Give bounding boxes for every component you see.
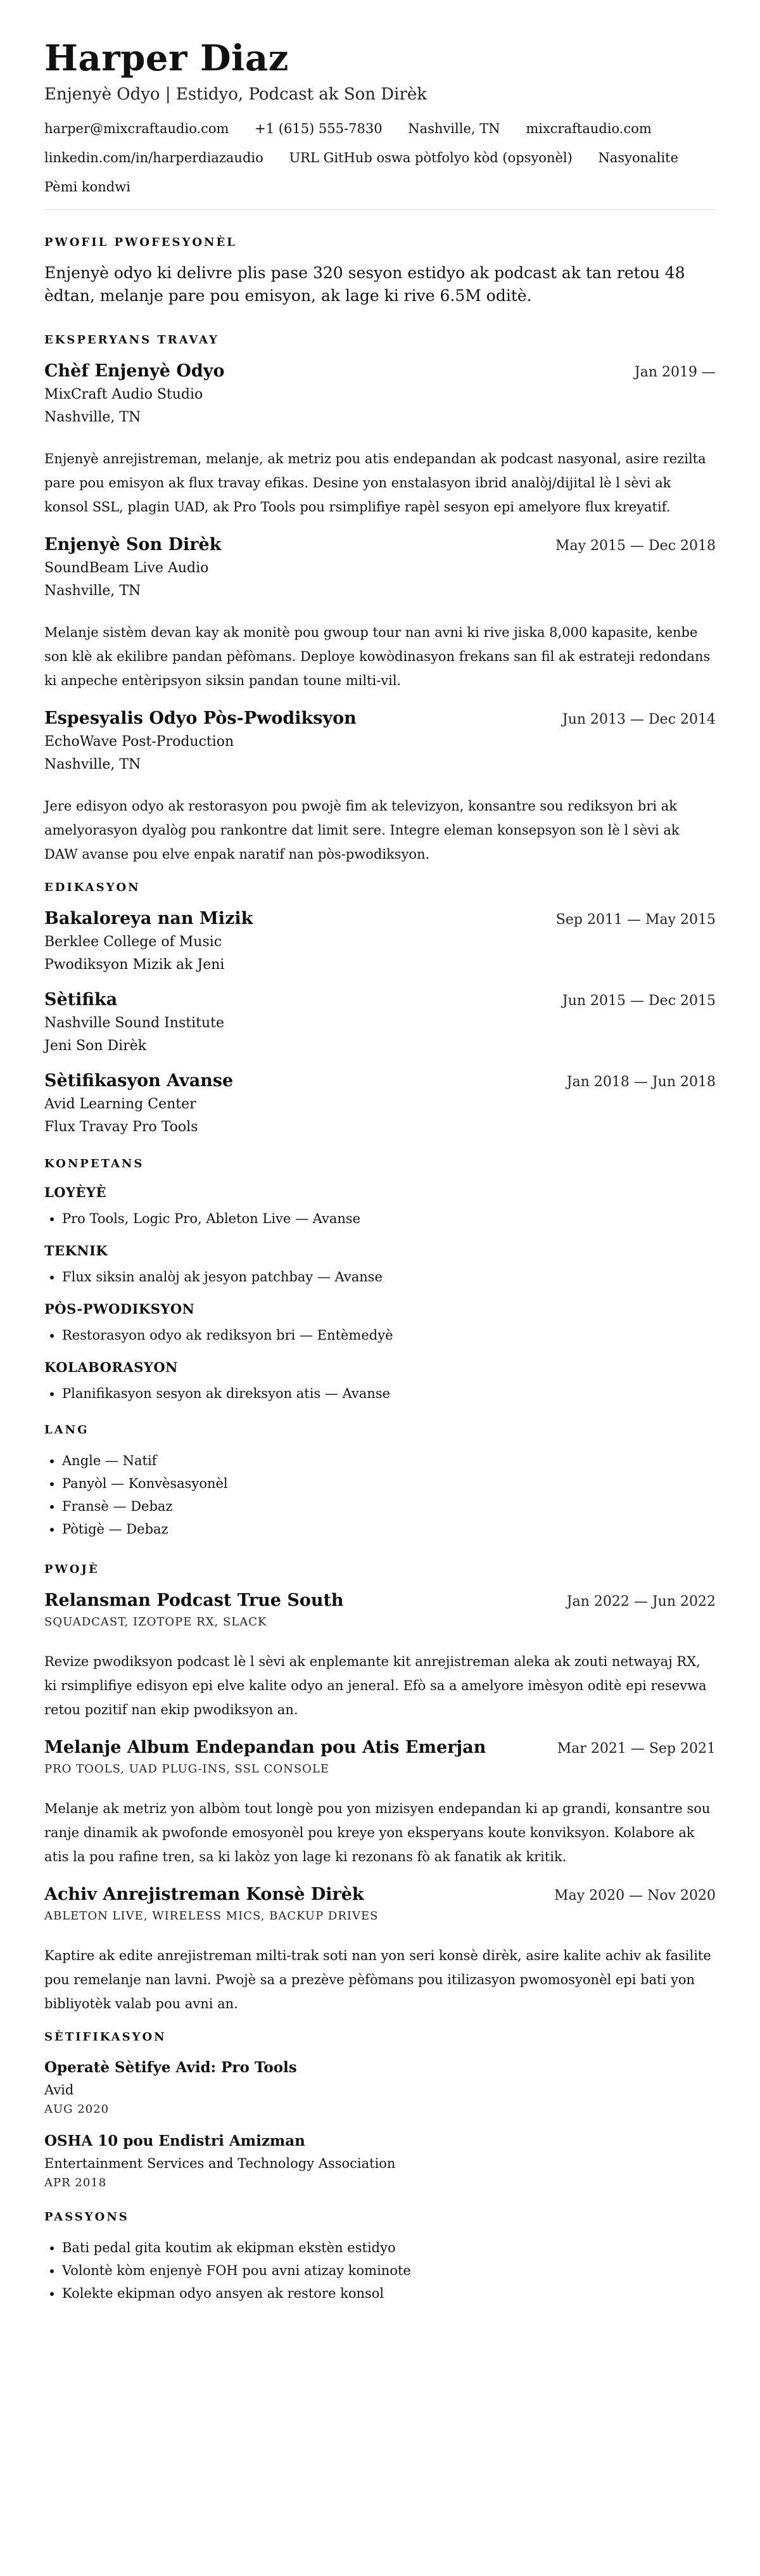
education-institution: Nashville Sound Institute bbox=[44, 1015, 225, 1031]
project-description: Kaptire ak edite anrejistreman milti-trak soti nan yon seri konsè dirèk, asire kalite achiv ak fasilite pou remelanje nan lavni. Pwojè sa a prezève pèfòmans pou itilizasyon pwomosyonèl epi bati yon bibliyotèk valab pou avni an. bbox=[44, 1948, 711, 2011]
project-name: Melanje Album Endepandan pou Atis Emerjan bbox=[44, 1738, 486, 1757]
header-divider bbox=[44, 209, 716, 210]
skill-category: TEKNIK bbox=[44, 1243, 108, 1259]
education-institution: Avid Learning Center bbox=[44, 1096, 196, 1112]
job-title: Espesyalis Odyo Pòs-Pwodiksyon bbox=[44, 708, 357, 728]
skills-section-title: KONPETANS bbox=[44, 1157, 144, 1170]
skill-item: • Flux siksin analòj ak jesyon patchbay — Avanse bbox=[62, 1266, 716, 1288]
project-name: Achiv Anrejistreman Konsè Dirèk bbox=[44, 1885, 364, 1904]
degree-title: Sètifikasyon Avanse bbox=[44, 1071, 234, 1091]
language-item: • Angle — Natif bbox=[62, 1449, 716, 1472]
skill-item: • Pro Tools, Logic Pro, Ableton Live — Avanse bbox=[62, 1207, 716, 1230]
job-company: EchoWave Post-Production bbox=[44, 734, 234, 750]
education-dates: Sep 2011 — May 2015 bbox=[555, 912, 716, 928]
education-entry bbox=[44, 988, 716, 1058]
certifications-section-title: SÈTIFIKASYON bbox=[44, 2030, 167, 2044]
project-entry bbox=[44, 1883, 716, 2016]
education-entry bbox=[44, 907, 716, 977]
skill-list bbox=[44, 1207, 716, 1230]
contact-row-3 bbox=[44, 177, 716, 196]
certification-date: AUG 2020 bbox=[44, 2103, 110, 2116]
summary-section-title: PWOFIL PWOFESYONÈL bbox=[44, 236, 237, 249]
skill-category: PÒS-PWODIKSYON bbox=[44, 1301, 195, 1317]
job-description: Enjenyè anrejistreman, melanje, ak metriz pou atis endepandan ak podcast nasyonal, asire rezilta pare pou emisyon ak flux travay efikas. Desine yon enstalasyon ibrid analòj/dijital lè l sèvi ak konsol SSL, plagin UAD, ak Pro Tools pou rsimplifiye rapèl sesyon epi amelyore flux kreyatif. bbox=[44, 451, 706, 515]
education-field: Jeni Son Dirèk bbox=[44, 1038, 147, 1054]
education-section-title: EDIKASYON bbox=[44, 881, 141, 894]
certification-name: OSHA 10 pou Endistri Amizman bbox=[44, 2132, 305, 2150]
contact-linkedin[interactable]: linkedin.com/in/harperdiazaudio bbox=[44, 150, 263, 165]
skill-list bbox=[44, 1266, 716, 1288]
project-name: Relansman Podcast True South bbox=[44, 1591, 344, 1610]
skill-item: • Planifikasyon sesyon ak direksyon atis — Avanse bbox=[62, 1382, 716, 1405]
job-dates: May 2015 — Dec 2018 bbox=[555, 538, 716, 554]
certification-date: APR 2018 bbox=[44, 2176, 107, 2189]
language-list bbox=[44, 1449, 716, 1541]
language-item: • Fransè — Debaz bbox=[62, 1495, 716, 1518]
certification-issuer: Avid bbox=[44, 2082, 74, 2098]
job-description: Jere edisyon odyo ak restorasyon pou pwojè fim ak televizyon, konsantre sou rediksyon bri ak amelyorasyon dyalòg pou rankontre dat limit sere. Integre eleman konsepsyon son lè l sèvi ak DAW avanse pou elve enpak naratif nan pòs-pwodiksyon. bbox=[44, 798, 680, 862]
certification-entry bbox=[44, 2056, 716, 2118]
education-entry bbox=[44, 1069, 716, 1139]
certification-name: Operatè Sètifye Avid: Pro Tools bbox=[44, 2059, 297, 2076]
job-location: Nashville, TN bbox=[44, 409, 141, 425]
projects-section-title: PWOJÈ bbox=[44, 1563, 99, 1576]
project-tech: SQUADCAST, IZOTOPE RX, SLACK bbox=[44, 1615, 267, 1629]
project-dates: May 2020 — Nov 2020 bbox=[554, 1888, 716, 1904]
interest-item: • Volontè kòm enjenyè FOH pou avni atizay kominote bbox=[62, 2259, 716, 2282]
project-description: Revize pwodiksyon podcast lè l sèvi ak enplemante kit anrejistreman aleka ak zouti netwayaj RX, ki rsimplifiye edisyon epi elve kalite odyo an jeneral. Efò sa a amelyore imèsyon oditè epi resevwa retou pozitif nan ekip pwodiksyon an. bbox=[44, 1654, 707, 1717]
interests-section-title: PASSYONS bbox=[44, 2210, 129, 2224]
skill-category: LOYÈYÈ bbox=[44, 1184, 107, 1200]
education-field: Flux Travay Pro Tools bbox=[44, 1119, 198, 1135]
experience-entry bbox=[44, 359, 716, 519]
headline: Enjenyè Odyo | Estidyo, Podcast ak Son Dirèk bbox=[44, 85, 428, 104]
job-description: Melanje sistèm devan kay ak monitè pou gwoup tour nan avni ki rive jiska 8,000 kapasite, kenbe son klè ak ekilibre pandan pèfòmans. Deploye kowòdinasyon frekans san fil ak estrateji redondans ki anpeche entèripsyon siksin pandan toune milti-vil. bbox=[44, 625, 711, 688]
degree-title: Sètifika bbox=[44, 990, 118, 1009]
skill-item: • Restorasyon odyo ak rediksyon bri — Entèmedyè bbox=[62, 1324, 716, 1347]
education-dates: Jun 2015 — Dec 2015 bbox=[562, 993, 716, 1009]
interest-item: • Kolekte ekipman odyo ansyen ak restore konsol bbox=[62, 2282, 716, 2305]
project-tech: PRO TOOLS, UAD PLUG-INS, SSL CONSOLE bbox=[44, 1762, 330, 1776]
job-location: Nashville, TN bbox=[44, 757, 141, 772]
contact-row-2 bbox=[44, 148, 716, 167]
contact-phone[interactable]: +1 (615) 555-7830 bbox=[255, 121, 383, 136]
summary-text: Enjenyè odyo ki delivre plis pase 320 sesyon estidyo ak podcast ak tan retou 48 èdtan, melanje pare pou emisyon, ak lage ki rive 6.5M oditè. bbox=[44, 264, 685, 305]
language-item: • Panyòl — Konvèsasyonèl bbox=[62, 1472, 716, 1495]
job-dates: Jan 2019 — bbox=[634, 364, 716, 380]
experience-section-title: EKSPERYANS TRAVAY bbox=[44, 333, 219, 347]
contact-location: Nashville, TN bbox=[408, 121, 500, 136]
education-field: Pwodiksyon Mizik ak Jeni bbox=[44, 957, 225, 973]
education-dates: Jan 2018 — Jun 2018 bbox=[566, 1074, 716, 1090]
job-location: Nashville, TN bbox=[44, 583, 141, 599]
certification-entry bbox=[44, 2130, 716, 2192]
project-entry bbox=[44, 1589, 716, 1722]
project-dates: Mar 2021 — Sep 2021 bbox=[557, 1741, 716, 1757]
interest-list bbox=[44, 2236, 716, 2305]
contact-website[interactable]: mixcraftaudio.com bbox=[526, 121, 652, 136]
candidate-name: Harper Diaz bbox=[44, 37, 289, 79]
language-item: • Pòtigè — Debaz bbox=[62, 1518, 716, 1541]
contact-license: Pèmi kondwi bbox=[44, 179, 130, 195]
contact-github[interactable]: URL GitHub oswa pòtfolyo kòd (opsyonèl) bbox=[289, 150, 573, 165]
skill-list bbox=[44, 1382, 716, 1405]
job-title: Enjenyè Son Dirèk bbox=[44, 535, 222, 554]
contact-nationality: Nasyonalite bbox=[598, 150, 679, 165]
job-title: Chèf Enjenyè Odyo bbox=[44, 361, 225, 381]
contact-row-1 bbox=[44, 119, 716, 138]
experience-entry bbox=[44, 707, 716, 866]
project-description: Melanje ak metriz yon albòm tout longè pou yon mizisyen endepandan ki ap grandi, konsantre sou ranje dinamik ak pwofonde emosyonèl pou kreye yon eksperyans koute konviksyon. Kolabore ak atis la pou rafine tren, sa ki lakòz yon lage ki rezonans fò ak fanatik ak kritik. bbox=[44, 1801, 711, 1864]
languages-section-title: LANG bbox=[44, 1423, 89, 1437]
job-company: SoundBeam Live Audio bbox=[44, 560, 209, 576]
skill-category: KOLABORASYON bbox=[44, 1359, 178, 1375]
education-institution: Berklee College of Music bbox=[44, 934, 222, 950]
certification-issuer: Entertainment Services and Technology Association bbox=[44, 2156, 396, 2171]
contact-email[interactable]: harper@mixcraftaudio.com bbox=[44, 121, 229, 136]
job-company: MixCraft Audio Studio bbox=[44, 387, 203, 402]
degree-title: Bakaloreya nan Mizik bbox=[44, 909, 253, 928]
skill-list bbox=[44, 1324, 716, 1347]
job-dates: Jun 2013 — Dec 2014 bbox=[562, 712, 716, 727]
project-tech: ABLETON LIVE, WIRELESS MICS, BACKUP DRIVES bbox=[44, 1909, 379, 1923]
experience-entry bbox=[44, 533, 716, 693]
project-entry bbox=[44, 1736, 716, 1869]
project-dates: Jan 2022 — Jun 2022 bbox=[566, 1594, 716, 1610]
interest-item: • Bati pedal gita koutim ak ekipman ekstèn estidyo bbox=[62, 2236, 716, 2259]
